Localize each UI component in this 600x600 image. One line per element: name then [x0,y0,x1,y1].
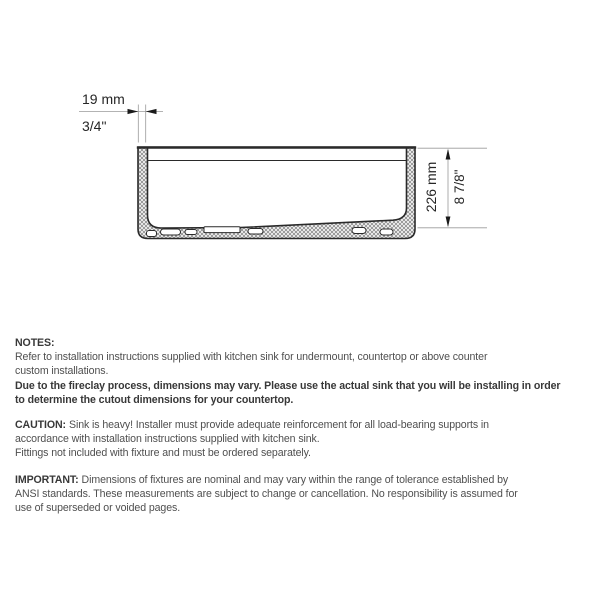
arrow-down-icon [446,217,451,228]
wall-thickness-dimension [79,91,163,143]
notes-section [15,336,560,407]
sink-drain-recess [204,227,240,233]
important-section [15,473,518,516]
wall-thickness-mm-label: 19 mm [82,91,125,107]
notes-line-1: Refer to installation instructions supplied with kitchen sink for undermount, countertop or above counter [15,351,488,364]
notes-line-2: custom installations. [15,365,109,378]
notes-bold-line-1: Due to the fireclay process, dimensions may vary. Please use the actual sink that you will be installing in order [15,379,561,392]
caution-line-3: Fittings not included with fixture and must be ordered separately. [15,447,311,460]
important-line-1: Dimensions of fixtures are nominal and may vary within the range of tolerance established by [81,474,509,486]
height-mm-label: 226 mm [422,161,439,213]
arrow-right-icon [128,109,139,114]
overall-height-dimension [418,148,488,228]
notes-bold-line-2: to determine the cutout dimensions for your countertop. [15,393,294,406]
caution-line-2: accordance with installation instructions supplied with kitchen sink. [15,433,320,446]
wall-thickness-inch-label: 3/4" [82,118,107,134]
important-line-3: use of superseded or voided pages. [15,502,181,515]
caution-line-1: Sink is heavy! Installer must provide adequate reinforcement for all load-bearing supports in [68,419,489,431]
height-inch-label: 8 7/8" [452,169,468,205]
important-line-2: ANSI standards. These measurements are subject to change or cancellation. No responsibility is assumed for [15,488,518,501]
arrow-left-icon [146,109,157,114]
notes-title: NOTES: [15,337,55,349]
arrow-up-icon [446,149,451,160]
caution-section [15,418,489,461]
caution-label: CAUTION: [15,419,66,431]
important-label: IMPORTANT: [15,474,79,486]
